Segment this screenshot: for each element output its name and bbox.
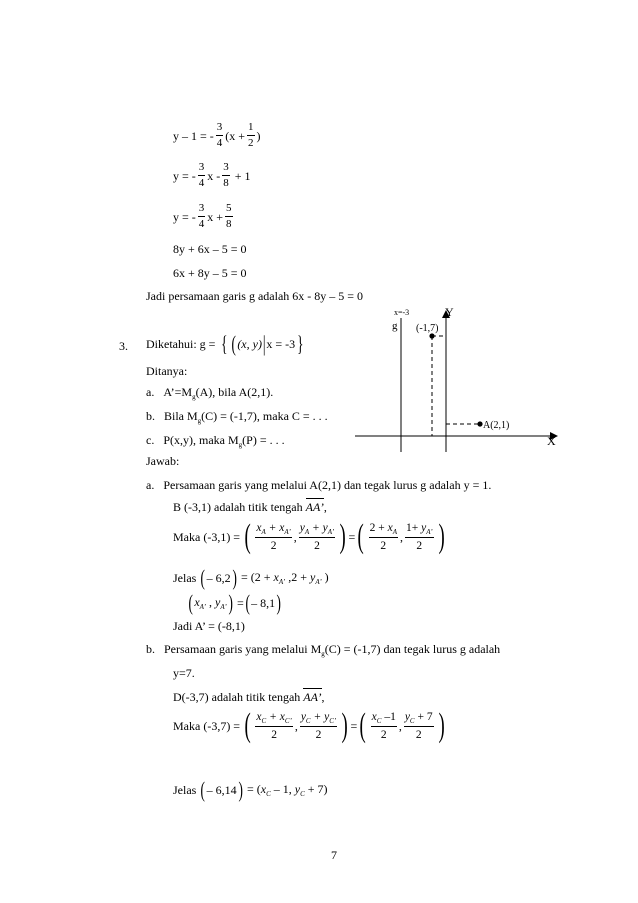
given-statement: Diketahui: g = { ( (x, y) | x = -3 } — [146, 331, 304, 356]
equation-line-2 — [173, 162, 251, 189]
part-b-line2: y=7. — [173, 666, 195, 680]
part-a-conclusion: Jadi A’ = (-8,1) — [173, 619, 245, 633]
answer-label: Jawab: — [146, 454, 180, 468]
equation-line-3 — [173, 203, 235, 230]
point-a-label: A(2,1) — [483, 420, 510, 431]
set-element: (x, y) — [237, 337, 262, 351]
point-c-label: (-1,7) — [416, 323, 439, 334]
eq2-lhs: y = - — [173, 168, 196, 183]
set-condition: x = -3 — [266, 337, 296, 351]
given-label: Diketahui: g = — [146, 337, 216, 351]
y-axis-label: Y — [445, 305, 454, 319]
conclusion-line: Jadi persamaan garis g adalah 6x - 8y – 5 = 0 — [146, 289, 364, 303]
part-b-midpoint-line: D(-3,7) adalah titik tengah AA’, — [173, 690, 325, 704]
question-c: c. P(x,y), maka $M_g(P)$ = . . . — [146, 433, 285, 449]
point-c — [429, 333, 434, 338]
eq1-end: ) — [256, 128, 261, 143]
g-label: g — [392, 320, 398, 332]
eq1-mid: (x + — [225, 128, 246, 143]
eq3-fraction-1: $\frac{3}{4}$ — [198, 202, 205, 230]
part-a-midpoint-line: B (-3,1) adalah titik tengah AA’, — [173, 500, 327, 514]
segment-aa: AA’ — [305, 500, 324, 514]
coordinate-graph — [350, 304, 570, 454]
point-a — [477, 421, 482, 426]
part-a-maka-equation: Maka (-3,1) = ( $\frac{x_A + x_{A’}}{2}$ , $\frac{y_A + y_{A’}}{2}$ ) = ( $\frac{2 + x_A}{2}$ , $\frac{1+ y_{A’}}{2}$ ) — [173, 518, 445, 555]
asked-label: Ditanya: — [146, 364, 188, 378]
eq2-end: + 1 — [234, 168, 251, 183]
part-b-line1: b. Persamaan garis yang melalui $M_g(C) = (-1,7)$ dan tegak lurus g adalah — [146, 642, 501, 658]
eq1-lhs: y – 1 = - — [173, 128, 214, 143]
part-b-maka-equation: Maka (-3,7) = ( $\frac{x_C + x_{C’}}{2}$ , $\frac{y_C + y_{C’}}{2}$ ) = ( $\frac{x_C -1}{2}$ , $\frac{y_C + 7}{2}$ ) — [173, 707, 445, 744]
page-number: 7 — [331, 848, 337, 862]
question-a: a. $A’=M_g(A)$, bila A(2,1). — [146, 385, 274, 401]
part-b-jelas-equation: Jelas ( – 6,14 ) = ($x_C - 1$, $y_C + 7$) — [173, 777, 328, 802]
part-a-result: ( $x_{A’}$ , $y_{A’}$ ) = ( – 8,1 ) — [188, 590, 282, 615]
eq3-mid: x + — [207, 209, 224, 224]
equation-line-1 — [173, 122, 261, 149]
equation-line-5: 6x + 8y – 5 = 0 — [173, 266, 247, 280]
question-b: b. Bila $M_g(C) = (-1,7)$, maka C = . . . — [146, 409, 328, 425]
segment-aa-b: AA’ — [303, 690, 322, 704]
eq1-fraction-2: $\frac{1}{2}$ — [248, 121, 254, 149]
eq2-fraction-1: $\frac{3}{4}$ — [198, 161, 205, 189]
eq3-fraction-2: $\frac{5}{8}$ — [226, 202, 232, 230]
eq2-mid: x - — [207, 168, 221, 183]
x-axis-label: X — [547, 434, 556, 448]
part-a-line1: a. Persamaan garis yang melalui A(2,1) dan tegak lurus g adalah y = 1. — [146, 478, 492, 492]
eq1-fraction-1: $\frac{3}{4}$ — [216, 121, 223, 149]
line-g-equation-label: x=-3 — [394, 308, 410, 317]
equation-line-4: 8y + 6x – 5 = 0 — [173, 242, 247, 256]
part-a-jelas-equation: Jelas ( – 6,2 ) = ($2 + x_{A’}$ $,2 + y_{A’}$ ) — [173, 565, 329, 590]
eq3-lhs: y = - — [173, 209, 196, 224]
eq2-fraction-2: $\frac{3}{8}$ — [223, 161, 229, 189]
problem-number: 3. — [119, 339, 128, 353]
